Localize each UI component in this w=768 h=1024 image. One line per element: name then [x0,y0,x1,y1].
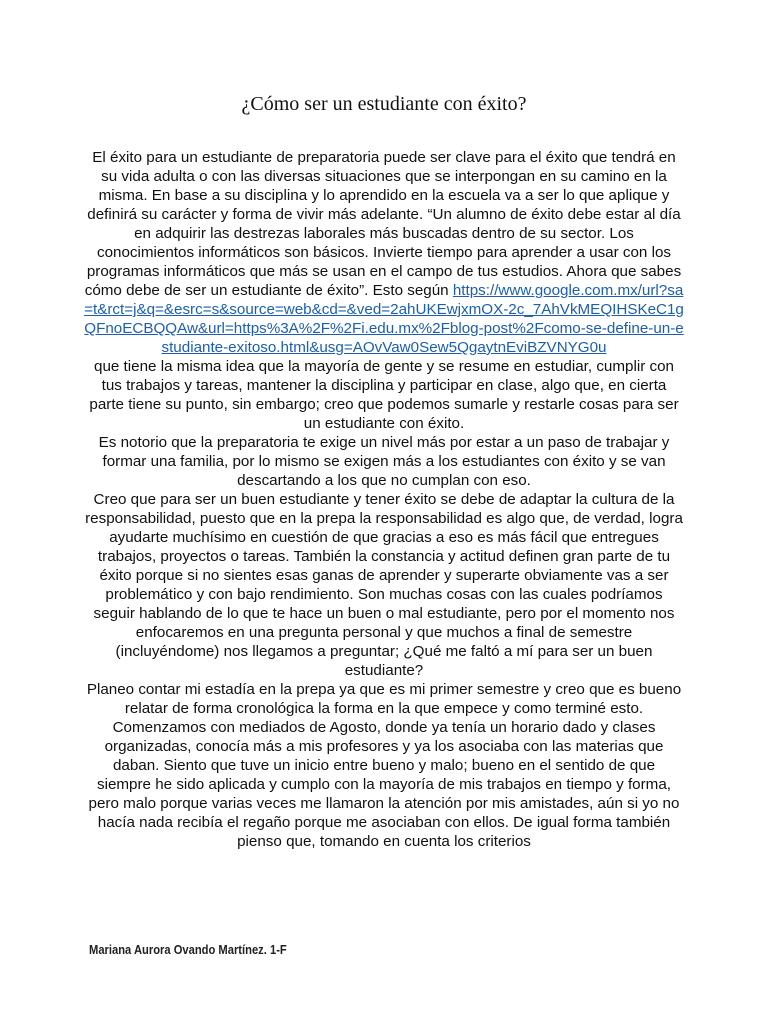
source-link[interactable]: https://www.google.com.mx/url?sa=t&rct=j&q=&esrc=s&source=web&cd=&ved=2ahUKEwjxmOX-2c_7AhVkMEQIHSKeC1gQFnoECBQQAw&url=https%3A%2F%2Fi.edu.mx%2Fblog-post%2Fcomo-se-define-un-estudiante-exitoso.html&usg=AOvVaw0Sew5QgaytnEviBZVNYG0u [84,282,684,356]
paragraph: Es notorio que la preparatoria te exige un nivel más por estar a un paso de trabajar y formar una familia, por lo mismo se exigen más a los estudiantes con éxito y se van descartando a los que no cumplan con eso. [98,434,670,489]
document-title: ¿Cómo ser un estudiante con éxito? [241,93,527,115]
paragraph: Planeo contar mi estadía en la prepa ya que es mi primer semestre y creo que es bueno relatar de forma cronológica la forma en la que empece y como terminé esto. [86,681,682,717]
paragraph: que tiene la misma idea que la mayoría de gente y se resume en estudiar, cumplir con tus trabajos y tareas, mantener la disciplina y participar en clase, algo que, en cierta parte tiene su punto, sin embargo; creo que podemos sumarle y restarle cosas para ser un estudiante con éxito. [89,358,679,432]
author-footer: Mariana Aurora Ovando Martínez. 1-F [89,942,287,957]
paragraph-intro [84,148,684,357]
intro-text: El éxito para un estudiante de preparatoria puede ser clave para el éxito que tendrá en su vida adulta o con las diversas situaciones que se interpongan en su camino en la misma. En base a su disciplina y lo aprendido en la escuela va a ser lo que aplique y definirá su carácter y forma de vivir más adelante. “Un alumno de éxito debe estar al día en adquirir las destrezas laborales más buscadas dentro de su sector. Los conocimientos informáticos son básicos. Invierte tiempo para aprender a usar con los programas informáticos que más se usan en el campo de tus estudios. Ahora que sabes cómo debe de ser un estudiante de éxito”. Esto según [84,149,682,299]
document-body [84,148,684,851]
paragraph: Comenzamos con mediados de Agosto, donde ya tenía un horario dado y clases organizadas, conocía más a mis profesores y ya los asociaba con las materias que daban. Siento que tuve un inicio entre bueno y malo; bueno en el sentido de que siempre he sido aplicada y cumplo con la mayoría de mis trabajos en tiempo y forma, pero malo porque varias veces me llamaron la atención por mis amistades, aún si yo no hacía nada recibía el regaño porque me asociaban con ellos. De igual forma también pienso que, tomando en cuenta los criterios [88,719,680,850]
paragraph: Creo que para ser un buen estudiante y tener éxito se debe de adaptar la cultura de la responsabilidad, puesto que en la prepa la responsabilidad es algo que, de verdad, logra ayudarte muchísimo en cuestión de que gracias a eso es más fácil que entregues trabajos, proyectos o tareas. También la constancia y actitud definen gran parte de tu éxito porque si no sientes esas ganas de aprender y superarte obviamente vas a ser problemático y con bajo rendimiento. Son muchas cosas con las cuales podríamos seguir hablando de lo que te hace un buen o mal estudiante, pero por el momento nos enfocaremos en una pregunta personal y que muchos a final de semestre (incluyéndome) nos llegamos a preguntar; ¿Qué me faltó a mí para ser un buen estudiante? [85,491,683,679]
